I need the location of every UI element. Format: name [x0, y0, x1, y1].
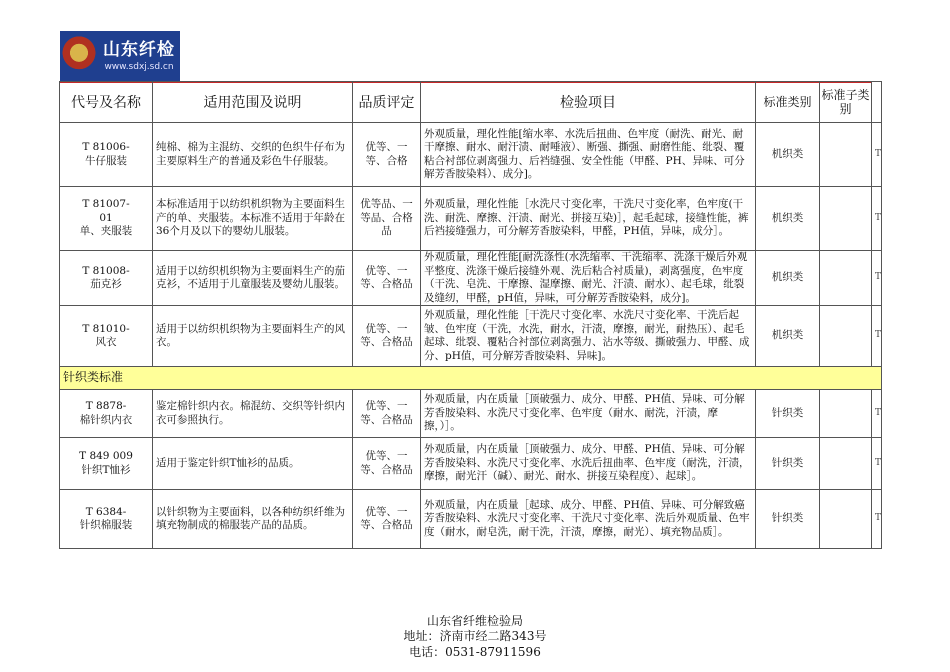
grade-text: 优等品、一等品、合格品 — [353, 187, 421, 251]
category-text: 针织类 — [756, 390, 820, 438]
grade-text: 优等、一等、合格品 — [353, 490, 421, 549]
extra-mark: T — [872, 251, 882, 306]
subcategory-cell — [820, 490, 872, 549]
header-category: 标准类别 — [756, 82, 820, 123]
grade-text: 优等、一等、合格品 — [353, 438, 421, 490]
standard-code: T 6384- 针织棉服装 — [60, 490, 153, 549]
grade-text: 优等、一等、合格 — [353, 123, 421, 187]
subcategory-cell — [820, 438, 872, 490]
scope-text: 适用于以纺织机织物为主要面料生产的风衣。 — [153, 306, 353, 367]
extra-mark: T — [872, 306, 882, 367]
header-subcategory: 标准子类别 — [820, 82, 872, 123]
subcategory-cell — [820, 187, 872, 251]
scope-text: 以针织物为主要面料，以各种纺织纤维为填充物制成的棉服装产品的品质。 — [153, 490, 353, 549]
header-extra — [872, 82, 882, 123]
grade-text: 优等、一等、合格品 — [353, 390, 421, 438]
extra-mark: T — [872, 390, 882, 438]
subcategory-cell — [820, 123, 872, 187]
header-code: 代号及名称 — [60, 82, 153, 123]
logo-name: 山东纤检 — [103, 40, 175, 60]
standard-code: T 8878- 棉针织内衣 — [60, 390, 153, 438]
table-row — [60, 490, 882, 549]
scope-text: 纯棉、棉为主混纺、交织的色织牛仔布为主要原料生产的普通及彩色牛仔服装。 — [153, 123, 353, 187]
grade-text: 优等、一等、合格品 — [353, 306, 421, 367]
inspection-items: 外观质量，内在质量［顶破强力、成分、甲醛、PH值、异味、可分解芳香胺染料、水洗尺寸变化率、水洗后扭曲率、色牢度（耐洗，汗渍，摩擦，耐光汗（碱）、耐光、耐水、拼接互染程度）、起球］。 — [421, 438, 756, 490]
scope-text: 适用于鉴定针织T恤衫的品质。 — [153, 438, 353, 490]
category-text: 机织类 — [756, 306, 820, 367]
scope-text: 本标准适用于以纺织机织物为主要面料生产的单、夹服装。本标准不适用于年龄在36个月及以下的婴幼儿服装。 — [153, 187, 353, 251]
table-row — [60, 390, 882, 438]
table-row — [60, 123, 882, 187]
logo-url: www.sdxj.sd.cn — [104, 62, 174, 72]
inspection-items: 外观质量，内在质量［顶破强力、成分、甲醛、PH值、异味、可分解芳香胺染料、水洗尺寸变化率、色牢度（耐水、耐洗，汗渍，摩擦，）］。 — [421, 390, 756, 438]
table-row — [60, 306, 882, 367]
standard-code: T 81010- 风衣 — [60, 306, 153, 367]
extra-mark: T — [872, 123, 882, 187]
standard-code: T 81007- 01 单、夹服装 — [60, 187, 153, 251]
section-row — [60, 367, 882, 390]
standard-code: T 849 009 针织T恤衫 — [60, 438, 153, 490]
inspection-items: 外观质量，理化性能[耐洗涤性(水洗缩率、干洗缩率、洗涤干燥后外观平整度、洗涤干燥后接缝外观、洗后粘合衬质量)，剥离强度，色牢度（干洗、皂洗、干摩擦、湿摩擦、耐光、汗渍、耐水）、起毛球，纰裂及缝纫，甲醛，pH值，异味，可分解芳香胺染料，成分]。 — [421, 251, 756, 306]
subcategory-cell — [820, 251, 872, 306]
standard-code: T 81006- 牛仔服装 — [60, 123, 153, 187]
table-row — [60, 251, 882, 306]
logo — [60, 31, 180, 81]
category-text: 针织类 — [756, 438, 820, 490]
table-row — [60, 187, 882, 251]
category-text: 机织类 — [756, 187, 820, 251]
extra-mark: T — [872, 490, 882, 549]
table-row — [60, 438, 882, 490]
table-header-row — [60, 82, 882, 123]
extra-mark: T — [872, 187, 882, 251]
inspection-items: 外观质量，理化性能[缩水率、水洗后扭曲、色牢度（耐洗、耐光、耐干摩擦、耐水、耐汗渍、耐唾液）、断强、撕强、耐磨性能、纰裂、覆粘合衬部位剥离强力、后裆缝强、安全性能（甲醛、PH、异味、可分解芳香胺染料）、成分]。 — [421, 123, 756, 187]
emblem-icon — [62, 33, 96, 77]
subcategory-cell — [820, 306, 872, 367]
grade-text: 优等、一等、合格品 — [353, 251, 421, 306]
header-items: 检验项目 — [421, 82, 756, 123]
header-scope: 适用范围及说明 — [153, 82, 353, 123]
footer-phone: 电话：0531-87911596 — [409, 645, 541, 659]
section-title: 针织类标准 — [60, 367, 882, 390]
footer-org: 山东省纤维检验局 — [426, 614, 523, 628]
standards-table — [59, 81, 882, 549]
category-text: 机织类 — [756, 251, 820, 306]
standard-code: T 81008- 茄克衫 — [60, 251, 153, 306]
inspection-items: 外观质量，内在质量［起球、成分、甲醛、PH值、异味、可分解致癌芳香胺染料、水洗尺寸变化率、干洗尺寸变化率、洗后外观质量、色牢度（耐水，耐皂洗，耐干洗，汗渍，摩擦，耐光）、填充物品质］。 — [421, 490, 756, 549]
header-grade: 品质评定 — [353, 82, 421, 123]
subcategory-cell — [820, 390, 872, 438]
scope-text: 适用于以纺织机织物为主要面料生产的茄克衫，不适用于儿童服装及婴幼儿服装。 — [153, 251, 353, 306]
inspection-items: 外观质量，理化性能［干洗尺寸变化率、水洗尺寸变化率、干洗后起皱、色牢度（干洗，水洗，耐水，汗渍，摩擦，耐光，耐热压）、起毛起球、纰裂、覆粘合衬部位剥离强力、沾水等级、撕破强力、甲醛、成分、pH值，可分解芳香胺染料、异味]。 — [421, 306, 756, 367]
category-text: 针织类 — [756, 490, 820, 549]
inspection-items: 外观质量，理化性能［水洗尺寸变化率，干洗尺寸变化率，色牢度(干洗、耐洗、摩擦、汗渍、耐光、拼接互染)］，起毛起球，接缝性能，裤后裆接缝强力，可分解芳香胺染料，甲醛，PH值，异味，成分］。 — [421, 187, 756, 251]
scope-text: 鉴定棉针织内衣。棉混纺、交织等针织内衣可参照执行。 — [153, 390, 353, 438]
footer-address: 地址：济南市经二路343号 — [403, 629, 547, 643]
extra-mark: T — [872, 438, 882, 490]
category-text: 机织类 — [756, 123, 820, 187]
